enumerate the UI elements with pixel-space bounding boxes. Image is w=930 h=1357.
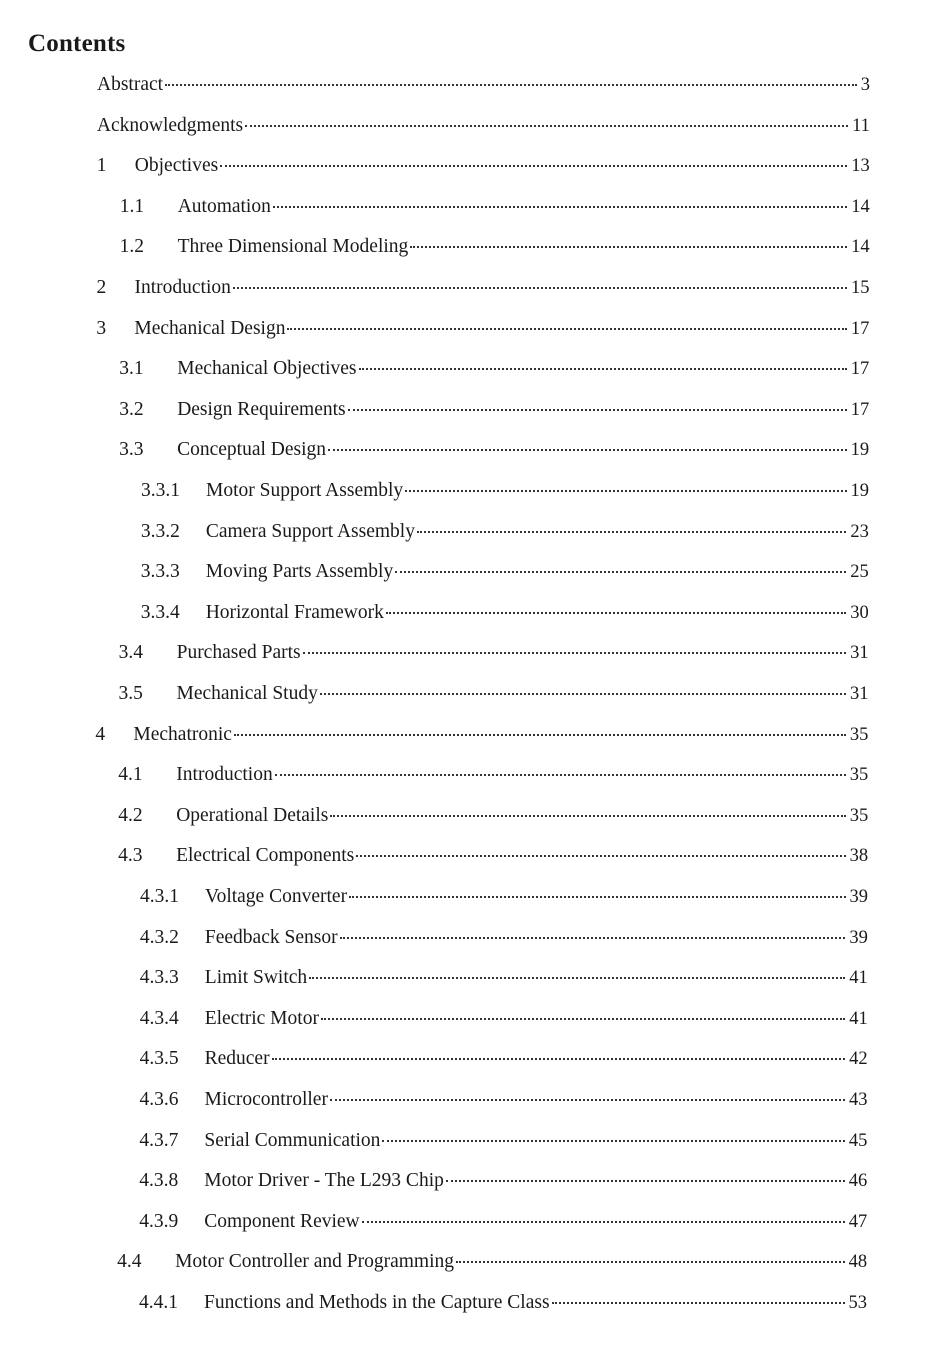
toc-dot-leader	[349, 876, 845, 898]
toc-entry	[141, 596, 869, 624]
toc-dot-leader	[446, 1160, 845, 1182]
toc-entry	[97, 149, 870, 177]
toc-dot-leader	[234, 714, 846, 736]
toc-entry-title: Microcontroller	[204, 1089, 328, 1110]
toc-entry-page-number: 43	[849, 1090, 868, 1110]
toc-entry-number: 4.3.4	[139, 1007, 179, 1029]
toc-entry	[119, 677, 869, 705]
toc-entry	[140, 1002, 868, 1030]
toc-entry-title: Feedback Sensor	[204, 926, 338, 948]
toc-entry-number: 4.3.9	[139, 1210, 179, 1232]
toc-entry-page-number: 13	[851, 156, 870, 177]
toc-entry-title: Introduction	[176, 764, 273, 786]
toc-entry-number: 4.3.3	[139, 967, 179, 989]
toc-entry-page-number: 48	[848, 1252, 868, 1273]
toc-dot-leader	[382, 1120, 844, 1142]
toc-entry	[139, 1286, 867, 1314]
toc-entry-number: 3.1	[119, 358, 144, 380]
toc-dot-leader	[330, 795, 845, 817]
toc-entry	[139, 1164, 867, 1192]
toc-entry-title: Mechanical Design	[134, 317, 286, 339]
toc-entry	[139, 1124, 867, 1152]
toc-entry-number: 3.2	[119, 398, 144, 420]
toc-entry-number: 4.1	[118, 764, 143, 786]
toc-entry	[140, 921, 868, 949]
toc-entry	[119, 352, 869, 380]
toc-entry-number: 3.4	[118, 642, 143, 664]
toc-dot-leader	[220, 145, 847, 167]
toc-entry-title: Acknowledgments	[96, 114, 244, 136]
page-title: Contents	[28, 30, 126, 57]
toc-entry-number: 1.2	[119, 236, 144, 258]
toc-entry	[139, 1205, 867, 1233]
toc-entry-number: 3	[96, 317, 107, 339]
toc-entry-page-number: 35	[849, 724, 869, 745]
toc-entry-title: Objectives	[134, 155, 219, 177]
toc-entry-number: 3.3	[119, 439, 144, 461]
toc-entry-page-number: 30	[850, 602, 869, 623]
toc-dot-leader	[272, 1038, 846, 1060]
toc-entry-title: Three Dimensional Modeling	[177, 236, 409, 258]
toc-dot-leader	[340, 917, 846, 939]
toc-entry	[118, 799, 868, 827]
toc-entry-title: Electric Motor	[204, 1007, 319, 1029]
toc-dot-leader	[417, 511, 846, 533]
toc-entry	[119, 636, 869, 664]
toc-entry-number: 4.3	[118, 845, 143, 867]
toc-entry	[97, 271, 870, 299]
toc-entry	[140, 961, 868, 989]
toc-entry-title: Electrical Components	[176, 845, 355, 867]
toc-entry	[96, 312, 869, 340]
toc-entry-page-number: 19	[850, 440, 870, 461]
toc-entry-number: 4.4.1	[139, 1292, 178, 1313]
toc-entry-title: Reducer	[204, 1048, 270, 1070]
toc-dot-leader	[320, 673, 846, 695]
toc-entry-page-number: 15	[851, 278, 870, 298]
toc-entry	[141, 474, 869, 502]
toc-entry	[120, 190, 870, 218]
toc-dot-leader	[287, 308, 846, 330]
toc-entry-page-number: 31	[850, 643, 869, 664]
toc-entry-title: Motor Support Assembly	[206, 480, 404, 501]
toc-entry-page-number: 41	[849, 968, 868, 989]
toc-entry	[95, 718, 868, 746]
toc-entry-number: 4.4	[117, 1251, 142, 1273]
toc-entry-page-number: 25	[850, 562, 869, 583]
toc-entry-page-number: 14	[851, 196, 870, 217]
toc-dot-leader	[456, 1241, 845, 1263]
toc-entry-title: Introduction	[134, 277, 231, 298]
toc-entry-number: 4.3.1	[140, 886, 179, 907]
toc-dot-leader	[321, 998, 845, 1020]
toc-dot-leader	[362, 1201, 845, 1223]
toc-entry	[97, 109, 870, 137]
toc-dot-leader	[233, 267, 847, 289]
toc-entry-page-number: 39	[849, 927, 868, 948]
toc-entry-title: Limit Switch	[204, 967, 308, 989]
toc-entry-number: 4.3.2	[139, 926, 179, 948]
toc-entry	[117, 1245, 867, 1273]
toc-entry-number: 3.3.1	[141, 480, 180, 501]
toc-entry-number: 2	[96, 277, 107, 298]
toc-entry-title: Design Requirements	[177, 398, 346, 420]
toc-entry-number: 1.1	[119, 195, 145, 217]
toc-entry-title: Mechanical Study	[176, 683, 318, 704]
toc-dot-leader	[165, 64, 857, 86]
toc-entry-page-number: 17	[850, 399, 870, 420]
toc-entry-title: Operational Details	[176, 804, 329, 826]
toc-dot-leader	[386, 592, 846, 614]
toc-entry	[140, 880, 868, 908]
toc-entry-title: Purchased Parts	[176, 642, 301, 664]
toc-entry	[141, 555, 869, 583]
toc-dot-leader	[395, 551, 846, 573]
toc-entry-title: Conceptual Design	[177, 439, 327, 461]
toc-entry	[119, 393, 869, 421]
toc-entry-page-number: 41	[849, 1008, 868, 1029]
toc-dot-leader	[359, 348, 847, 370]
toc-entry-number: 4.3.7	[139, 1129, 179, 1151]
toc-entry-number: 4	[95, 723, 106, 745]
toc-entry-page-number: 35	[849, 765, 869, 786]
toc-dot-leader	[410, 226, 847, 248]
toc-dot-leader	[348, 389, 847, 411]
toc-dot-leader	[303, 632, 846, 654]
toc-entry-title: Automation	[177, 195, 271, 217]
toc-entry-page-number: 17	[850, 359, 870, 380]
toc-entry-page-number: 46	[848, 1171, 868, 1192]
toc-entry	[118, 839, 868, 867]
toc-entry-title: Abstract	[97, 74, 164, 95]
toc-entry-page-number: 23	[850, 521, 869, 542]
toc-entry-page-number: 53	[848, 1293, 867, 1313]
toc-dot-leader	[405, 470, 846, 492]
toc-entry-page-number: 47	[848, 1211, 868, 1232]
toc-entry-title: Component Review	[204, 1210, 360, 1232]
toc-dot-leader	[552, 1282, 845, 1304]
toc-entry-number: 4.3.6	[139, 1089, 179, 1110]
toc-entry	[140, 1083, 868, 1111]
toc-entry-title: Motor Driver - The L293 Chip	[204, 1170, 444, 1192]
toc-entry-title: Motor Controller and Programming	[175, 1251, 455, 1273]
toc-entry-title: Functions and Methods in the Capture Class	[204, 1292, 550, 1313]
toc-entry-title: Camera Support Assembly	[205, 520, 415, 542]
toc-entry	[141, 515, 869, 543]
toc-entry-number: 3.3.3	[140, 561, 180, 583]
toc-entry-number: 3.3.2	[140, 520, 180, 542]
toc-entry-page-number: 38	[849, 846, 869, 867]
toc-entry-page-number: 45	[848, 1130, 868, 1151]
toc-dot-leader	[275, 754, 846, 776]
toc-entry-page-number: 14	[851, 237, 870, 258]
toc-entry	[97, 68, 870, 96]
toc-entry	[140, 1042, 868, 1070]
toc-entry-title: Voltage Converter	[205, 886, 348, 907]
toc-entry-title: Horizontal Framework	[205, 601, 384, 623]
toc-entry-page-number: 42	[849, 1049, 868, 1070]
toc-entry-page-number: 11	[852, 115, 870, 136]
toc-entry-number: 4.3.8	[139, 1170, 179, 1192]
toc-entry-number: 3.5	[118, 683, 143, 704]
toc-dot-leader	[356, 835, 845, 857]
toc-entry-page-number: 35	[849, 805, 869, 826]
toc-entry	[118, 758, 868, 786]
toc-dot-leader	[245, 105, 848, 127]
toc-dot-leader	[328, 429, 847, 451]
toc-entry-page-number: 19	[850, 481, 869, 501]
toc-entry-number: 4.2	[118, 804, 143, 826]
toc-entry-page-number: 3	[860, 75, 870, 95]
toc-dot-leader	[330, 1079, 845, 1101]
toc-entry-title: Mechanical Objectives	[177, 358, 357, 380]
toc-entry-number: 3.3.4	[140, 601, 180, 623]
toc-entry	[119, 433, 869, 461]
toc-entry-page-number: 39	[849, 887, 868, 907]
toc-entry-title: Mechatronic	[133, 723, 232, 745]
toc-dot-leader	[273, 186, 847, 208]
toc-entry-number: 1	[96, 155, 107, 177]
toc-entry-page-number: 31	[850, 684, 869, 704]
toc-entry-number: 4.3.5	[139, 1048, 179, 1070]
toc-entry	[120, 230, 870, 258]
toc-dot-leader	[309, 957, 845, 979]
toc-entry-page-number: 17	[850, 318, 870, 339]
toc-entry-title: Moving Parts Assembly	[205, 561, 394, 583]
toc-entry-title: Serial Communication	[204, 1129, 381, 1151]
